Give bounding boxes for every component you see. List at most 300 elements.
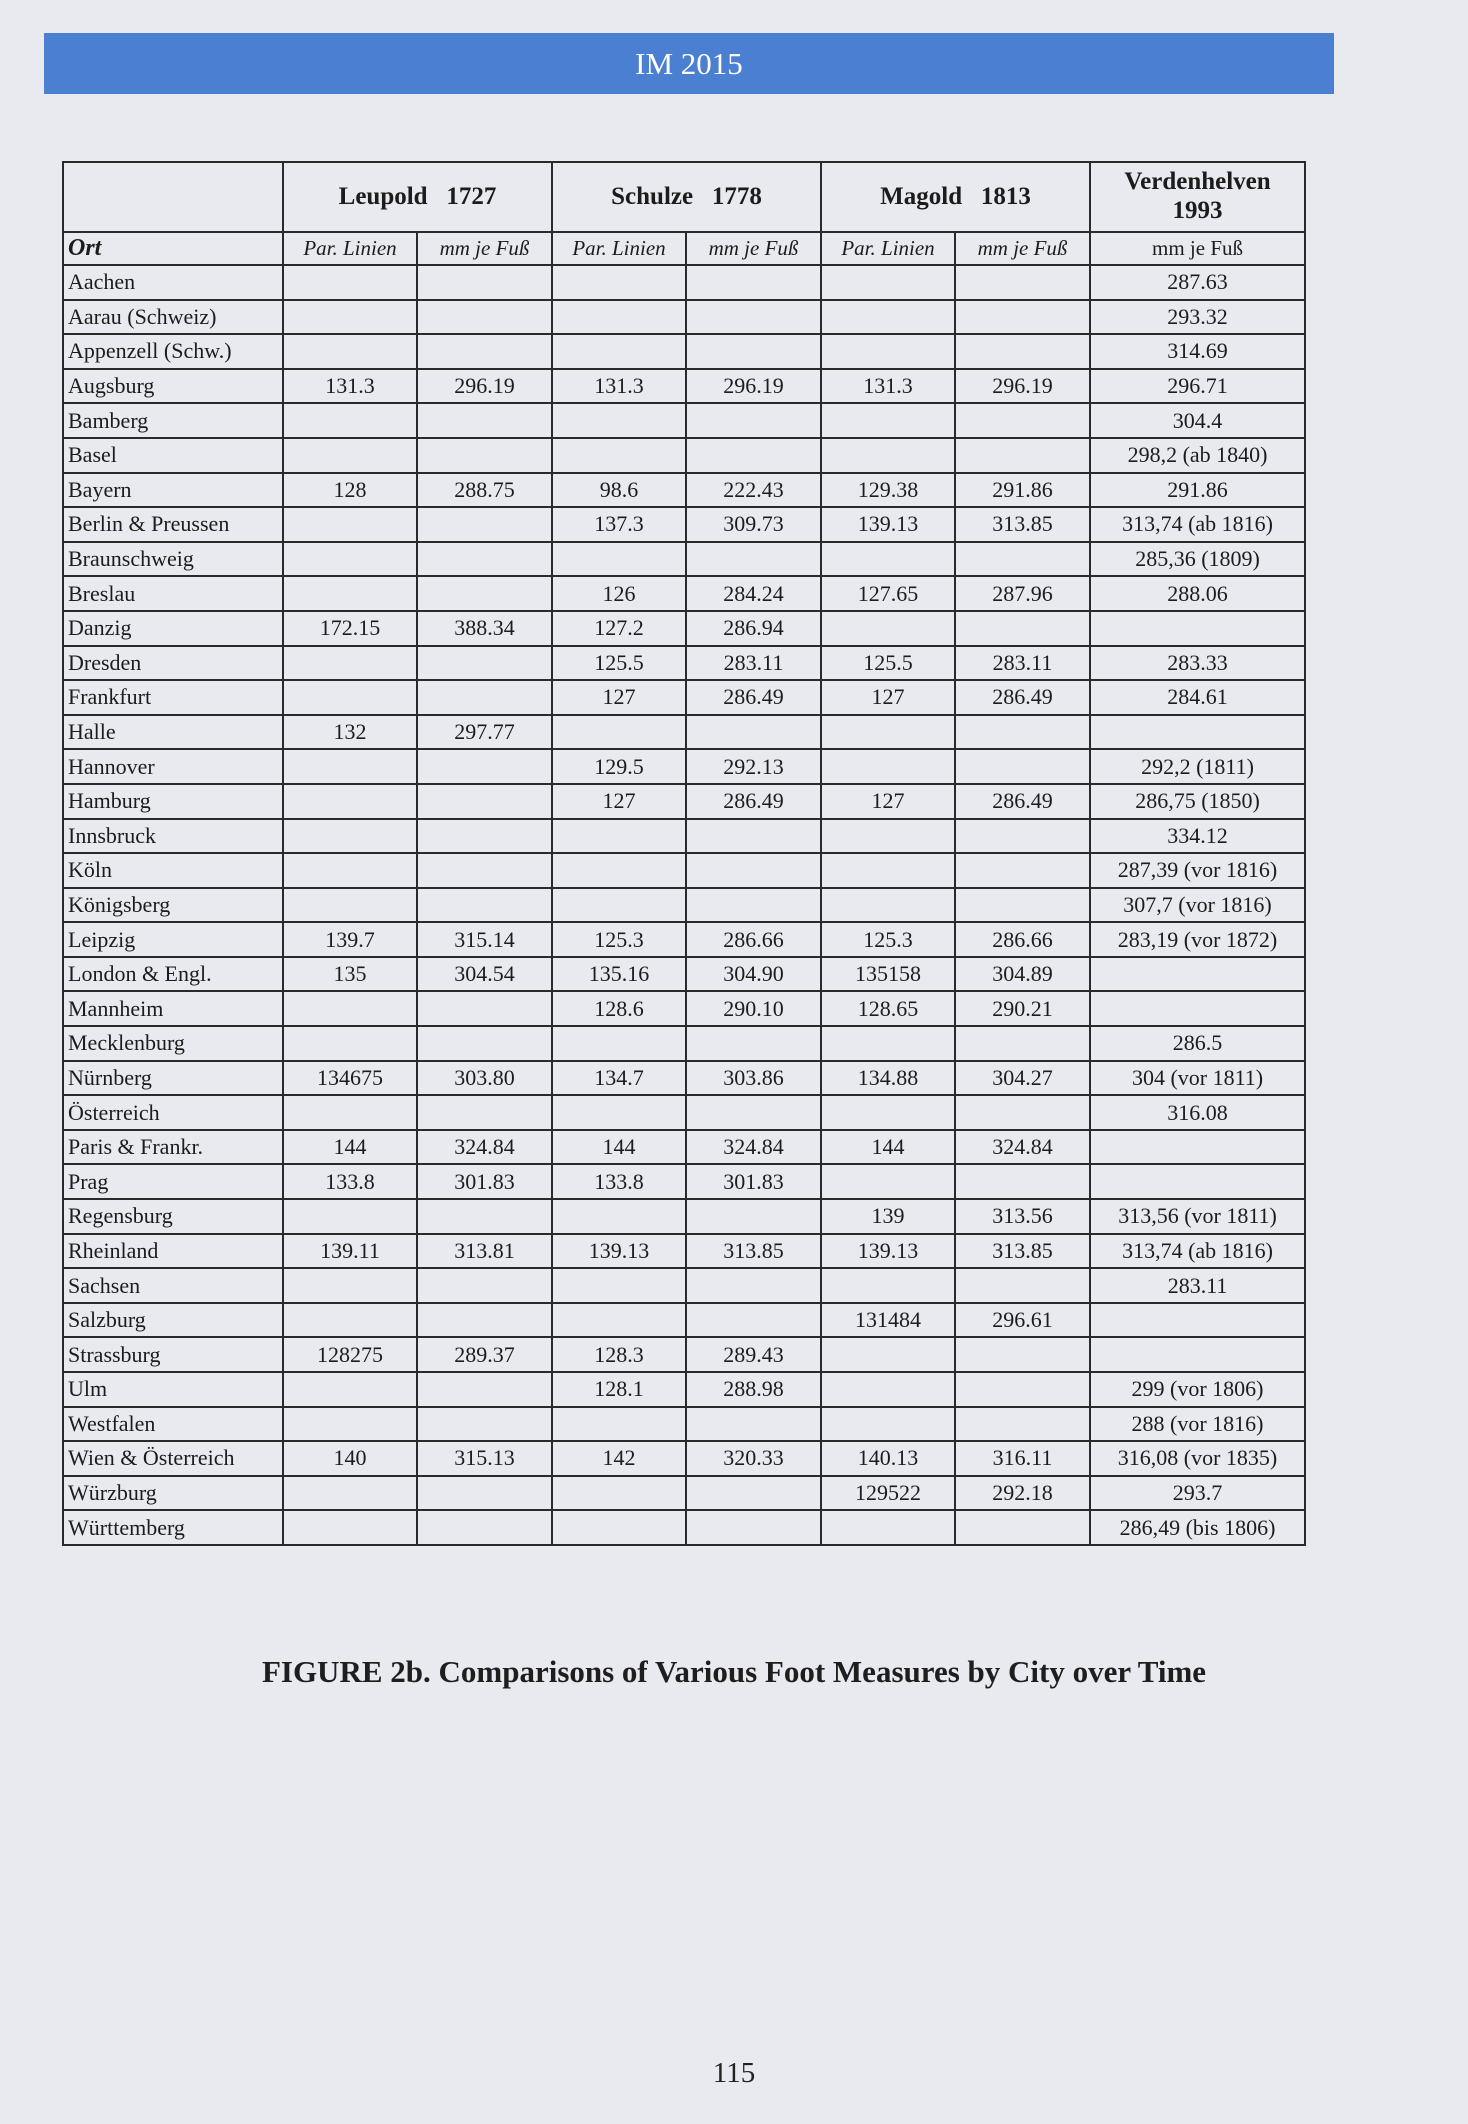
value-cell [821, 611, 955, 646]
city-cell: Aarau (Schweiz) [63, 300, 283, 335]
value-cell [552, 819, 686, 854]
value-cell: 139.13 [552, 1234, 686, 1269]
table-row [63, 819, 1305, 854]
group-header-verdenhelven: Verdenhelven 1993 [1090, 162, 1305, 232]
value-cell [283, 1510, 417, 1545]
value-cell [821, 749, 955, 784]
value-cell: 315.14 [417, 922, 552, 957]
value-cell: 131484 [821, 1303, 955, 1338]
value-cell [417, 1095, 552, 1130]
value-cell: 303.80 [417, 1061, 552, 1096]
value-cell: 286.5 [1090, 1026, 1305, 1061]
value-cell: 316.08 [1090, 1095, 1305, 1130]
table-row [63, 784, 1305, 819]
value-cell [283, 888, 417, 923]
value-cell: 283.11 [955, 646, 1090, 681]
value-cell [417, 1407, 552, 1442]
value-cell: 313.85 [955, 507, 1090, 542]
value-cell [821, 1095, 955, 1130]
city-cell: Köln [63, 853, 283, 888]
value-cell: 289.43 [686, 1337, 821, 1372]
value-cell [552, 1510, 686, 1545]
value-cell [1090, 957, 1305, 992]
value-cell [417, 646, 552, 681]
city-cell: Hannover [63, 749, 283, 784]
value-cell [686, 1199, 821, 1234]
value-cell [955, 1407, 1090, 1442]
value-cell [955, 542, 1090, 577]
table-row [63, 957, 1305, 992]
table-row [63, 853, 1305, 888]
value-cell: 139 [821, 1199, 955, 1234]
value-cell [686, 334, 821, 369]
city-cell: Österreich [63, 1095, 283, 1130]
value-cell: 127 [552, 784, 686, 819]
value-cell [552, 1199, 686, 1234]
table-row [63, 888, 1305, 923]
value-cell [417, 507, 552, 542]
value-cell: 283.33 [1090, 646, 1305, 681]
value-cell: 286.94 [686, 611, 821, 646]
value-cell: 127 [821, 680, 955, 715]
value-cell [955, 853, 1090, 888]
header-title: IM 2015 [635, 46, 743, 81]
value-cell: 139.13 [821, 507, 955, 542]
value-cell [686, 438, 821, 473]
value-cell: 286.49 [686, 784, 821, 819]
value-cell [283, 403, 417, 438]
value-cell [552, 715, 686, 750]
value-cell: 292.18 [955, 1476, 1090, 1511]
value-cell: 288.98 [686, 1372, 821, 1407]
value-cell [283, 646, 417, 681]
value-cell [686, 265, 821, 300]
value-cell [283, 1407, 417, 1442]
value-cell [417, 853, 552, 888]
city-cell: Frankfurt [63, 680, 283, 715]
city-cell: Bayern [63, 473, 283, 508]
value-cell: 139.11 [283, 1234, 417, 1269]
table-row [63, 715, 1305, 750]
value-cell: 304.54 [417, 957, 552, 992]
city-cell: Aachen [63, 265, 283, 300]
value-cell [417, 819, 552, 854]
value-cell [417, 1372, 552, 1407]
sub-header-par-linien: Par. Linien [821, 232, 955, 265]
value-cell: 284.24 [686, 576, 821, 611]
value-cell [955, 300, 1090, 335]
value-cell: 289.37 [417, 1337, 552, 1372]
table-row [63, 265, 1305, 300]
value-cell [821, 334, 955, 369]
value-cell [283, 1303, 417, 1338]
city-cell: Strassburg [63, 1337, 283, 1372]
city-cell: Rheinland [63, 1234, 283, 1269]
group-header-magold: Magold 1813 [821, 162, 1090, 232]
value-cell [417, 888, 552, 923]
value-cell [955, 1268, 1090, 1303]
value-cell: 324.84 [686, 1130, 821, 1165]
value-cell [283, 991, 417, 1026]
value-cell: 296.19 [955, 369, 1090, 404]
value-cell [1090, 1337, 1305, 1372]
value-cell: 283,19 (vor 1872) [1090, 922, 1305, 957]
value-cell: 127.65 [821, 576, 955, 611]
value-cell [283, 576, 417, 611]
value-cell: 313,74 (ab 1816) [1090, 1234, 1305, 1269]
value-cell: 313.56 [955, 1199, 1090, 1234]
city-cell: Hamburg [63, 784, 283, 819]
city-cell: Westfalen [63, 1407, 283, 1442]
value-cell: 129.38 [821, 473, 955, 508]
table-row [63, 922, 1305, 957]
foot-measures-table [62, 161, 1306, 1546]
value-cell [686, 1510, 821, 1545]
value-cell: 139.13 [821, 1234, 955, 1269]
value-cell: 315.13 [417, 1441, 552, 1476]
table-row [63, 542, 1305, 577]
city-cell: Appenzell (Schw.) [63, 334, 283, 369]
value-cell: 134.7 [552, 1061, 686, 1096]
city-cell: Wien & Österreich [63, 1441, 283, 1476]
value-cell: 132 [283, 715, 417, 750]
value-cell: 128 [283, 473, 417, 508]
value-cell [552, 334, 686, 369]
value-cell [955, 334, 1090, 369]
value-cell [417, 1268, 552, 1303]
value-cell: 309.73 [686, 507, 821, 542]
figure-caption: FIGURE 2b. Comparisons of Various Foot Measures by City over Time [261, 1654, 1207, 1689]
value-cell [417, 300, 552, 335]
value-cell [283, 680, 417, 715]
value-cell [283, 265, 417, 300]
value-cell: 131.3 [552, 369, 686, 404]
value-cell [417, 1199, 552, 1234]
value-cell [283, 507, 417, 542]
value-cell: 98.6 [552, 473, 686, 508]
value-cell: 298,2 (ab 1840) [1090, 438, 1305, 473]
table-row [63, 403, 1305, 438]
city-cell: Sachsen [63, 1268, 283, 1303]
value-cell: 304.27 [955, 1061, 1090, 1096]
value-cell: 316.11 [955, 1441, 1090, 1476]
value-cell: 288.75 [417, 473, 552, 508]
city-cell: Breslau [63, 576, 283, 611]
city-cell: Paris & Frankr. [63, 1130, 283, 1165]
table-row [63, 680, 1305, 715]
value-cell: 320.33 [686, 1441, 821, 1476]
city-cell: Braunschweig [63, 542, 283, 577]
value-cell: 283.11 [1090, 1268, 1305, 1303]
value-cell: 303.86 [686, 1061, 821, 1096]
value-cell: 133.8 [283, 1164, 417, 1199]
table-body [63, 265, 1305, 1545]
value-cell [283, 1268, 417, 1303]
value-cell: 314.69 [1090, 334, 1305, 369]
value-cell: 127 [552, 680, 686, 715]
value-cell [552, 1407, 686, 1442]
table-row [63, 1026, 1305, 1061]
table-row [63, 1337, 1305, 1372]
value-cell [283, 853, 417, 888]
value-cell: 304.89 [955, 957, 1090, 992]
value-cell [1090, 1164, 1305, 1199]
value-cell: 286.66 [686, 922, 821, 957]
value-cell: 388.34 [417, 611, 552, 646]
value-cell [283, 300, 417, 335]
value-cell: 127 [821, 784, 955, 819]
table-row [63, 1095, 1305, 1130]
table-row [63, 334, 1305, 369]
value-cell: 129.5 [552, 749, 686, 784]
value-cell: 287.63 [1090, 265, 1305, 300]
value-cell: 125.5 [821, 646, 955, 681]
value-cell: 287.96 [955, 576, 1090, 611]
value-cell: 144 [821, 1130, 955, 1165]
value-cell [283, 334, 417, 369]
table-row [63, 1441, 1305, 1476]
city-cell: Dresden [63, 646, 283, 681]
value-cell: 296.19 [686, 369, 821, 404]
value-cell: 292,2 (1811) [1090, 749, 1305, 784]
value-cell: 301.83 [417, 1164, 552, 1199]
value-cell [552, 1476, 686, 1511]
table-row [63, 1130, 1305, 1165]
value-cell [283, 784, 417, 819]
value-cell: 293.7 [1090, 1476, 1305, 1511]
value-cell: 142 [552, 1441, 686, 1476]
city-cell: Innsbruck [63, 819, 283, 854]
city-cell: Danzig [63, 611, 283, 646]
sub-header-mm-je-fuss: mm je Fuß [686, 232, 821, 265]
value-cell: 290.21 [955, 991, 1090, 1026]
value-cell [686, 1026, 821, 1061]
table-row [63, 473, 1305, 508]
value-cell [552, 1095, 686, 1130]
sub-header-par-linien: Par. Linien [552, 232, 686, 265]
value-cell: 316,08 (vor 1835) [1090, 1441, 1305, 1476]
table-row [63, 1510, 1305, 1545]
header-bar [44, 33, 1334, 94]
value-cell: 304.4 [1090, 403, 1305, 438]
value-cell [821, 819, 955, 854]
value-cell [821, 1372, 955, 1407]
value-cell [283, 542, 417, 577]
value-cell: 134.88 [821, 1061, 955, 1096]
city-cell: Königsberg [63, 888, 283, 923]
value-cell: 222.43 [686, 473, 821, 508]
city-cell: Württemberg [63, 1510, 283, 1545]
value-cell: 286.49 [955, 784, 1090, 819]
value-cell: 301.83 [686, 1164, 821, 1199]
value-cell: 296.61 [955, 1303, 1090, 1338]
value-cell [686, 1303, 821, 1338]
table-row [63, 611, 1305, 646]
sub-header-mm-je-fuss: mm je Fuß [417, 232, 552, 265]
value-cell [955, 1510, 1090, 1545]
value-cell [417, 576, 552, 611]
city-cell: Berlin & Preussen [63, 507, 283, 542]
value-cell [417, 334, 552, 369]
value-cell [552, 853, 686, 888]
value-cell: 139.7 [283, 922, 417, 957]
sub-header-mm-je-fuss: mm je Fuß [1090, 232, 1305, 265]
value-cell: 133.8 [552, 1164, 686, 1199]
value-cell [283, 1199, 417, 1234]
value-cell [283, 438, 417, 473]
value-cell: 135.16 [552, 957, 686, 992]
value-cell: 286,75 (1850) [1090, 784, 1305, 819]
value-cell [821, 300, 955, 335]
value-cell: 128.3 [552, 1337, 686, 1372]
value-cell: 172.15 [283, 611, 417, 646]
value-cell [552, 438, 686, 473]
table-row [63, 1268, 1305, 1303]
value-cell: 283.11 [686, 646, 821, 681]
value-cell: 131.3 [283, 369, 417, 404]
value-cell [552, 542, 686, 577]
value-cell: 293.32 [1090, 300, 1305, 335]
value-cell [821, 1510, 955, 1545]
sub-header-par-linien: Par. Linien [283, 232, 417, 265]
value-cell [417, 1026, 552, 1061]
value-cell: 286.49 [955, 680, 1090, 715]
city-cell: Würzburg [63, 1476, 283, 1511]
value-cell: 291.86 [955, 473, 1090, 508]
table-row [63, 1199, 1305, 1234]
value-cell [417, 680, 552, 715]
group-header-schulze: Schulze 1778 [552, 162, 821, 232]
city-cell: Halle [63, 715, 283, 750]
value-cell: 288 (vor 1816) [1090, 1407, 1305, 1442]
value-cell [283, 1476, 417, 1511]
value-cell [686, 715, 821, 750]
value-cell [686, 819, 821, 854]
sub-header-mm-je-fuss: mm je Fuß [955, 232, 1090, 265]
value-cell: 128275 [283, 1337, 417, 1372]
value-cell [417, 784, 552, 819]
value-cell: 299 (vor 1806) [1090, 1372, 1305, 1407]
value-cell [686, 542, 821, 577]
value-cell: 304 (vor 1811) [1090, 1061, 1305, 1096]
value-cell [955, 265, 1090, 300]
value-cell: 125.3 [821, 922, 955, 957]
city-cell: Mecklenburg [63, 1026, 283, 1061]
value-cell [821, 1337, 955, 1372]
value-cell [417, 403, 552, 438]
value-cell [686, 1476, 821, 1511]
value-cell [552, 403, 686, 438]
value-cell [417, 542, 552, 577]
value-cell [821, 853, 955, 888]
value-cell [417, 991, 552, 1026]
value-cell: 287,39 (vor 1816) [1090, 853, 1305, 888]
sub-header-ort: Ort [63, 232, 283, 265]
value-cell: 313.85 [686, 1234, 821, 1269]
value-cell [955, 1164, 1090, 1199]
value-cell: 125.5 [552, 646, 686, 681]
value-cell: 129522 [821, 1476, 955, 1511]
table-row [63, 1061, 1305, 1096]
value-cell [955, 749, 1090, 784]
value-cell [821, 1268, 955, 1303]
city-cell: Leipzig [63, 922, 283, 957]
table-row [63, 991, 1305, 1026]
value-cell [821, 1164, 955, 1199]
value-cell [283, 1372, 417, 1407]
value-cell [955, 438, 1090, 473]
value-cell [417, 438, 552, 473]
value-cell: 127.2 [552, 611, 686, 646]
value-cell [686, 1407, 821, 1442]
value-cell: 126 [552, 576, 686, 611]
table-row [63, 1164, 1305, 1199]
city-cell: Prag [63, 1164, 283, 1199]
value-cell: 144 [283, 1130, 417, 1165]
city-cell: Salzburg [63, 1303, 283, 1338]
value-cell: 297.77 [417, 715, 552, 750]
value-cell [552, 1303, 686, 1338]
value-cell [686, 300, 821, 335]
page-number: 115 [712, 2057, 756, 2089]
value-cell [283, 749, 417, 784]
value-cell: 296.19 [417, 369, 552, 404]
value-cell [552, 1268, 686, 1303]
value-cell: 286.49 [686, 680, 821, 715]
city-cell: Bamberg [63, 403, 283, 438]
value-cell [955, 1026, 1090, 1061]
value-cell: 291.86 [1090, 473, 1305, 508]
value-cell: 304.90 [686, 957, 821, 992]
value-cell: 292.13 [686, 749, 821, 784]
value-cell [955, 403, 1090, 438]
value-cell: 135158 [821, 957, 955, 992]
value-cell: 286,49 (bis 1806) [1090, 1510, 1305, 1545]
value-cell [821, 403, 955, 438]
value-cell: 131.3 [821, 369, 955, 404]
city-cell: Mannheim [63, 991, 283, 1026]
value-cell [686, 1268, 821, 1303]
table-row [63, 507, 1305, 542]
value-cell: 128.6 [552, 991, 686, 1026]
value-cell [955, 1337, 1090, 1372]
value-cell [552, 265, 686, 300]
value-cell: 137.3 [552, 507, 686, 542]
table-row [63, 300, 1305, 335]
table-row [63, 1372, 1305, 1407]
value-cell [686, 853, 821, 888]
value-cell: 288.06 [1090, 576, 1305, 611]
value-cell [821, 542, 955, 577]
value-cell [552, 1026, 686, 1061]
value-cell [686, 888, 821, 923]
value-cell [955, 611, 1090, 646]
table-row [63, 1303, 1305, 1338]
value-cell: 313.85 [955, 1234, 1090, 1269]
value-cell [821, 1407, 955, 1442]
value-cell [821, 715, 955, 750]
value-cell [686, 1095, 821, 1130]
value-cell [417, 265, 552, 300]
value-cell [1090, 611, 1305, 646]
table-row [63, 1407, 1305, 1442]
group-header-row [63, 162, 1305, 232]
city-cell: Regensburg [63, 1199, 283, 1234]
city-cell: London & Engl. [63, 957, 283, 992]
value-cell: 313,56 (vor 1811) [1090, 1199, 1305, 1234]
value-cell: 128.65 [821, 991, 955, 1026]
value-cell [821, 888, 955, 923]
